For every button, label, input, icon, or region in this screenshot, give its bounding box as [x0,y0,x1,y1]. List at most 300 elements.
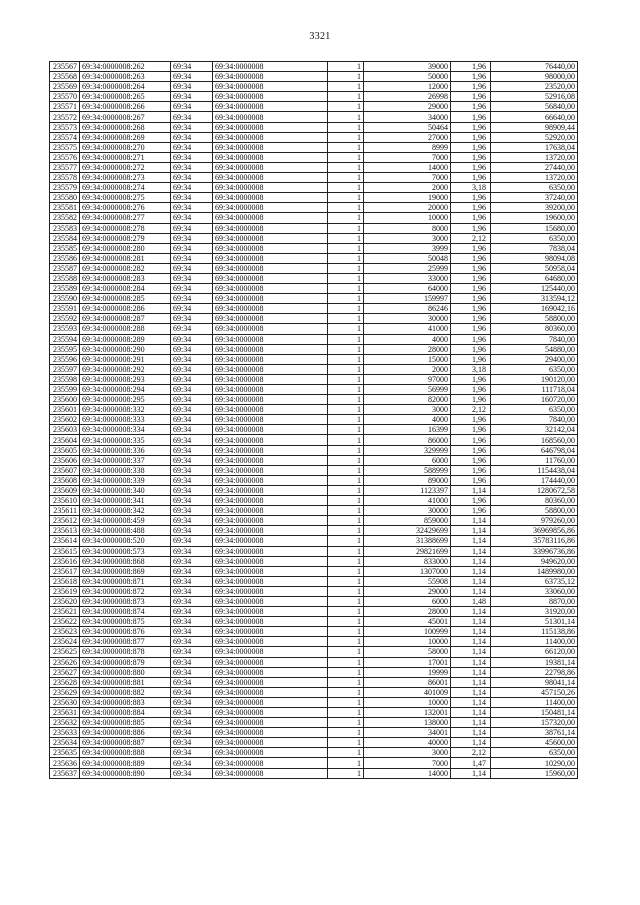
cadastral-value-cell: 313594,12 [491,294,578,304]
row-number-cell: 235606 [50,455,80,465]
rate-value-cell: 3,18 [451,364,491,374]
row-number-cell: 235602 [50,415,80,425]
district-code-cell: 69:34 [171,253,213,263]
area-value-cell: 159997 [364,294,451,304]
district-code-cell: 69:34 [171,415,213,425]
area-value-cell: 29000 [364,102,451,112]
category-code-cell: 1 [328,263,364,273]
row-number-cell: 235614 [50,536,80,546]
category-code-cell: 1 [328,92,364,102]
cadastral-value-cell: 8870,00 [491,596,578,606]
row-number-cell: 235627 [50,667,80,677]
rate-value-cell: 1,96 [451,496,491,506]
quarter-number-cell: 69:34:0000008 [213,617,328,627]
table-row [50,193,578,203]
rate-value-cell: 1,14 [451,576,491,586]
cadastral-value-cell: 80360,00 [491,324,578,334]
district-code-cell: 69:34 [171,102,213,112]
cadastral-number-cell: 69:34:0000008:275 [80,193,171,203]
rate-value-cell: 3,18 [451,183,491,193]
category-code-cell: 1 [328,536,364,546]
quarter-number-cell: 69:34:0000008 [213,768,328,778]
table-row [50,344,578,354]
cadastral-number-cell: 69:34:0000008:890 [80,768,171,778]
cadastral-value-cell: 10290,00 [491,758,578,768]
row-number-cell: 235571 [50,102,80,112]
cadastral-number-cell: 69:34:0000008:886 [80,728,171,738]
area-value-cell: 39000 [364,62,451,72]
category-code-cell: 1 [328,253,364,263]
table-row [50,354,578,364]
category-code-cell: 1 [328,435,364,445]
category-code-cell: 1 [328,627,364,637]
rate-value-cell: 1,96 [451,374,491,384]
quarter-number-cell: 69:34:0000008 [213,637,328,647]
area-value-cell: 28000 [364,607,451,617]
rate-value-cell: 1,96 [451,354,491,364]
district-code-cell: 69:34 [171,364,213,374]
cadastral-number-cell: 69:34:0000008:869 [80,566,171,576]
district-code-cell: 69:34 [171,506,213,516]
district-code-cell: 69:34 [171,657,213,667]
rate-value-cell: 1,96 [451,152,491,162]
category-code-cell: 1 [328,324,364,334]
district-code-cell: 69:34 [171,687,213,697]
category-code-cell: 1 [328,132,364,142]
table-row [50,364,578,374]
cadastral-value-cell: 98041,14 [491,677,578,687]
cadastral-number-cell: 69:34:0000008:274 [80,183,171,193]
district-code-cell: 69:34 [171,758,213,768]
cadastral-number-cell: 69:34:0000008:520 [80,536,171,546]
table-row [50,637,578,647]
district-code-cell: 69:34 [171,213,213,223]
category-code-cell: 1 [328,122,364,132]
row-number-cell: 235633 [50,728,80,738]
row-number-cell: 235585 [50,243,80,253]
table-row [50,758,578,768]
quarter-number-cell: 69:34:0000008 [213,263,328,273]
category-code-cell: 1 [328,768,364,778]
quarter-number-cell: 69:34:0000008 [213,566,328,576]
rate-value-cell: 1,96 [451,122,491,132]
district-code-cell: 69:34 [171,183,213,193]
area-value-cell: 34001 [364,728,451,738]
area-value-cell: 19000 [364,193,451,203]
cadastral-number-cell: 69:34:0000008:278 [80,223,171,233]
rate-value-cell: 1,14 [451,536,491,546]
row-number-cell: 235616 [50,556,80,566]
area-value-cell: 25999 [364,263,451,273]
rate-value-cell: 1,96 [451,475,491,485]
area-value-cell: 31388699 [364,536,451,546]
quarter-number-cell: 69:34:0000008 [213,122,328,132]
row-number-cell: 235569 [50,82,80,92]
row-number-cell: 235594 [50,334,80,344]
quarter-number-cell: 69:34:0000008 [213,516,328,526]
rate-value-cell: 1,96 [451,162,491,172]
quarter-number-cell: 69:34:0000008 [213,173,328,183]
cadastral-value-cell: 66120,00 [491,647,578,657]
rate-value-cell: 1,47 [451,758,491,768]
cadastral-value-cell: 157320,00 [491,718,578,728]
table-row [50,738,578,748]
district-code-cell: 69:34 [171,627,213,637]
category-code-cell: 1 [328,142,364,152]
table-row [50,112,578,122]
category-code-cell: 1 [328,617,364,627]
cadastral-number-cell: 69:34:0000008:276 [80,203,171,213]
rate-value-cell: 1,96 [451,385,491,395]
rate-value-cell: 1,96 [451,173,491,183]
table-row [50,445,578,455]
quarter-number-cell: 69:34:0000008 [213,324,328,334]
quarter-number-cell: 69:34:0000008 [213,72,328,82]
district-code-cell: 69:34 [171,152,213,162]
row-number-cell: 235584 [50,233,80,243]
row-number-cell: 235579 [50,183,80,193]
quarter-number-cell: 69:34:0000008 [213,738,328,748]
row-number-cell: 235635 [50,748,80,758]
quarter-number-cell: 69:34:0000008 [213,647,328,657]
cadastral-value-cell: 31920,00 [491,607,578,617]
area-value-cell: 6000 [364,596,451,606]
category-code-cell: 1 [328,475,364,485]
cadastral-number-cell: 69:34:0000008:264 [80,82,171,92]
area-value-cell: 33000 [364,273,451,283]
quarter-number-cell: 69:34:0000008 [213,284,328,294]
quarter-number-cell: 69:34:0000008 [213,385,328,395]
table-row [50,152,578,162]
category-code-cell: 1 [328,405,364,415]
rate-value-cell: 1,96 [451,465,491,475]
cadastral-value-cell: 22798,86 [491,667,578,677]
cadastral-number-cell: 69:34:0000008:292 [80,364,171,374]
cadastral-value-cell: 11400,00 [491,637,578,647]
district-code-cell: 69:34 [171,173,213,183]
area-value-cell: 3000 [364,405,451,415]
district-code-cell: 69:34 [171,637,213,647]
quarter-number-cell: 69:34:0000008 [213,748,328,758]
category-code-cell: 1 [328,223,364,233]
category-code-cell: 1 [328,516,364,526]
table-row [50,465,578,475]
table-row [50,132,578,142]
area-value-cell: 56999 [364,385,451,395]
category-code-cell: 1 [328,718,364,728]
rate-value-cell: 1,96 [451,263,491,273]
quarter-number-cell: 69:34:0000008 [213,243,328,253]
area-value-cell: 89000 [364,475,451,485]
district-code-cell: 69:34 [171,203,213,213]
row-number-cell: 235617 [50,566,80,576]
row-number-cell: 235630 [50,697,80,707]
table-row [50,586,578,596]
quarter-number-cell: 69:34:0000008 [213,485,328,495]
table-row [50,566,578,576]
cadastral-value-cell: 174440,00 [491,475,578,485]
table-row [50,213,578,223]
category-code-cell: 1 [328,72,364,82]
table-row [50,395,578,405]
area-value-cell: 16399 [364,425,451,435]
table-row [50,253,578,263]
category-code-cell: 1 [328,637,364,647]
district-code-cell: 69:34 [171,586,213,596]
rate-value-cell: 1,96 [451,223,491,233]
cadastral-number-cell: 69:34:0000008:335 [80,435,171,445]
district-code-cell: 69:34 [171,324,213,334]
table-row [50,294,578,304]
district-code-cell: 69:34 [171,263,213,273]
cadastral-value-cell: 98094,08 [491,253,578,263]
area-value-cell: 7000 [364,173,451,183]
district-code-cell: 69:34 [171,233,213,243]
rate-value-cell: 1,14 [451,607,491,617]
cadastral-number-cell: 69:34:0000008:280 [80,243,171,253]
district-code-cell: 69:34 [171,455,213,465]
category-code-cell: 1 [328,314,364,324]
cadastral-number-cell: 69:34:0000008:293 [80,374,171,384]
area-value-cell: 26998 [364,92,451,102]
rate-value-cell: 1,14 [451,586,491,596]
cadastral-value-cell: 29400,00 [491,354,578,364]
cadastral-number-cell: 69:34:0000008:880 [80,667,171,677]
rate-value-cell: 1,48 [451,596,491,606]
row-number-cell: 235591 [50,304,80,314]
cadastral-number-cell: 69:34:0000008:875 [80,617,171,627]
district-code-cell: 69:34 [171,566,213,576]
row-number-cell: 235583 [50,223,80,233]
rate-value-cell: 1,96 [451,435,491,445]
cadastral-value-cell: 6350,00 [491,364,578,374]
district-code-cell: 69:34 [171,708,213,718]
cadastral-value-cell: 45600,00 [491,738,578,748]
cadastral-number-cell: 69:34:0000008:291 [80,354,171,364]
area-value-cell: 401009 [364,687,451,697]
area-value-cell: 34000 [364,112,451,122]
category-code-cell: 1 [328,344,364,354]
row-number-cell: 235611 [50,506,80,516]
category-code-cell: 1 [328,304,364,314]
area-value-cell: 86000 [364,435,451,445]
district-code-cell: 69:34 [171,304,213,314]
district-code-cell: 69:34 [171,193,213,203]
quarter-number-cell: 69:34:0000008 [213,475,328,485]
cadastral-value-cell: 27440,00 [491,162,578,172]
category-code-cell: 1 [328,395,364,405]
area-value-cell: 329999 [364,445,451,455]
quarter-number-cell: 69:34:0000008 [213,183,328,193]
row-number-cell: 235629 [50,687,80,697]
category-code-cell: 1 [328,385,364,395]
area-value-cell: 97000 [364,374,451,384]
cadastral-value-cell: 1280672,58 [491,485,578,495]
row-number-cell: 235624 [50,637,80,647]
rate-value-cell: 1,96 [451,203,491,213]
district-code-cell: 69:34 [171,617,213,627]
category-code-cell: 1 [328,364,364,374]
category-code-cell: 1 [328,677,364,687]
cadastral-value-cell: 52920,00 [491,132,578,142]
row-number-cell: 235626 [50,657,80,667]
category-code-cell: 1 [328,102,364,112]
category-code-cell: 1 [328,687,364,697]
quarter-number-cell: 69:34:0000008 [213,142,328,152]
quarter-number-cell: 69:34:0000008 [213,435,328,445]
row-number-cell: 235568 [50,72,80,82]
area-value-cell: 64000 [364,284,451,294]
category-code-cell: 1 [328,162,364,172]
cadastral-value-cell: 111718,04 [491,385,578,395]
cadastral-value-cell: 56840,00 [491,102,578,112]
cadastral-number-cell: 69:34:0000008:271 [80,152,171,162]
category-code-cell: 1 [328,657,364,667]
quarter-number-cell: 69:34:0000008 [213,334,328,344]
cadastral-value-cell: 17638,04 [491,142,578,152]
quarter-number-cell: 69:34:0000008 [213,667,328,677]
rate-value-cell: 1,14 [451,485,491,495]
cadastral-value-cell: 13720,00 [491,152,578,162]
rate-value-cell: 2,12 [451,748,491,758]
area-value-cell: 45001 [364,617,451,627]
table-row [50,72,578,82]
table-row [50,647,578,657]
category-code-cell: 1 [328,506,364,516]
cadastral-value-cell: 54880,00 [491,344,578,354]
area-value-cell: 20000 [364,203,451,213]
table-row [50,728,578,738]
category-code-cell: 1 [328,455,364,465]
category-code-cell: 1 [328,183,364,193]
district-code-cell: 69:34 [171,728,213,738]
rate-value-cell: 2,12 [451,405,491,415]
rate-value-cell: 1,96 [451,132,491,142]
cadastral-number-cell: 69:34:0000008:334 [80,425,171,435]
table-body [50,62,578,779]
cadastral-number-cell: 69:34:0000008:332 [80,405,171,415]
rate-value-cell: 1,96 [451,415,491,425]
cadastral-number-cell: 69:34:0000008:279 [80,233,171,243]
area-value-cell: 10000 [364,697,451,707]
cadastral-number-cell: 69:34:0000008:871 [80,576,171,586]
cadastral-value-cell: 23520,00 [491,82,578,92]
cadastral-value-cell: 125440,00 [491,284,578,294]
cadastral-value-cell: 7840,00 [491,415,578,425]
quarter-number-cell: 69:34:0000008 [213,294,328,304]
table-row [50,142,578,152]
table-row [50,667,578,677]
quarter-number-cell: 69:34:0000008 [213,546,328,556]
cadastral-number-cell: 69:34:0000008:874 [80,607,171,617]
quarter-number-cell: 69:34:0000008 [213,657,328,667]
quarter-number-cell: 69:34:0000008 [213,193,328,203]
quarter-number-cell: 69:34:0000008 [213,203,328,213]
cadastral-number-cell: 69:34:0000008:888 [80,748,171,758]
rate-value-cell: 1,14 [451,728,491,738]
row-number-cell: 235574 [50,132,80,142]
area-value-cell: 29821699 [364,546,451,556]
cadastral-number-cell: 69:34:0000008:294 [80,385,171,395]
cadastral-number-cell: 69:34:0000008:277 [80,213,171,223]
quarter-number-cell: 69:34:0000008 [213,405,328,415]
quarter-number-cell: 69:34:0000008 [213,607,328,617]
category-code-cell: 1 [328,596,364,606]
quarter-number-cell: 69:34:0000008 [213,596,328,606]
table-row [50,617,578,627]
row-number-cell: 235608 [50,475,80,485]
cadastral-number-cell: 69:34:0000008:884 [80,708,171,718]
table-row [50,475,578,485]
table-row [50,546,578,556]
row-number-cell: 235581 [50,203,80,213]
quarter-number-cell: 69:34:0000008 [213,253,328,263]
district-code-cell: 69:34 [171,334,213,344]
category-code-cell: 1 [328,193,364,203]
rate-value-cell: 1,96 [451,142,491,152]
table-row [50,62,578,72]
table-row [50,677,578,687]
row-number-cell: 235613 [50,526,80,536]
quarter-number-cell: 69:34:0000008 [213,556,328,566]
district-code-cell: 69:34 [171,445,213,455]
row-number-cell: 235590 [50,294,80,304]
cadastral-number-cell: 69:34:0000008:883 [80,697,171,707]
quarter-number-cell: 69:34:0000008 [213,425,328,435]
area-value-cell: 833000 [364,556,451,566]
category-code-cell: 1 [328,576,364,586]
row-number-cell: 235586 [50,253,80,263]
district-code-cell: 69:34 [171,496,213,506]
table-row [50,162,578,172]
district-code-cell: 69:34 [171,374,213,384]
row-number-cell: 235589 [50,284,80,294]
row-number-cell: 235610 [50,496,80,506]
cadastral-number-cell: 69:34:0000008:285 [80,294,171,304]
district-code-cell: 69:34 [171,647,213,657]
table-row [50,243,578,253]
quarter-number-cell: 69:34:0000008 [213,718,328,728]
cadastral-value-cell: 6350,00 [491,405,578,415]
area-value-cell: 40000 [364,738,451,748]
cadastral-number-cell: 69:34:0000008:339 [80,475,171,485]
table-row [50,203,578,213]
cadastral-value-cell: 51301,14 [491,617,578,627]
quarter-number-cell: 69:34:0000008 [213,92,328,102]
area-value-cell: 132001 [364,708,451,718]
district-code-cell: 69:34 [171,435,213,445]
area-value-cell: 859000 [364,516,451,526]
cadastral-value-cell: 98909,44 [491,122,578,132]
quarter-number-cell: 69:34:0000008 [213,374,328,384]
area-value-cell: 1123397 [364,485,451,495]
table-row [50,435,578,445]
table-row [50,485,578,495]
table-row [50,708,578,718]
cadastral-number-cell: 69:34:0000008:885 [80,718,171,728]
row-number-cell: 235620 [50,596,80,606]
quarter-number-cell: 69:34:0000008 [213,102,328,112]
cadastral-value-cell: 35783116,86 [491,536,578,546]
row-number-cell: 235572 [50,112,80,122]
row-number-cell: 235615 [50,546,80,556]
row-number-cell: 235637 [50,768,80,778]
district-code-cell: 69:34 [171,122,213,132]
cadastral-value-cell: 1489980,00 [491,566,578,576]
district-code-cell: 69:34 [171,425,213,435]
row-number-cell: 235618 [50,576,80,586]
cadastral-number-cell: 69:34:0000008:290 [80,344,171,354]
